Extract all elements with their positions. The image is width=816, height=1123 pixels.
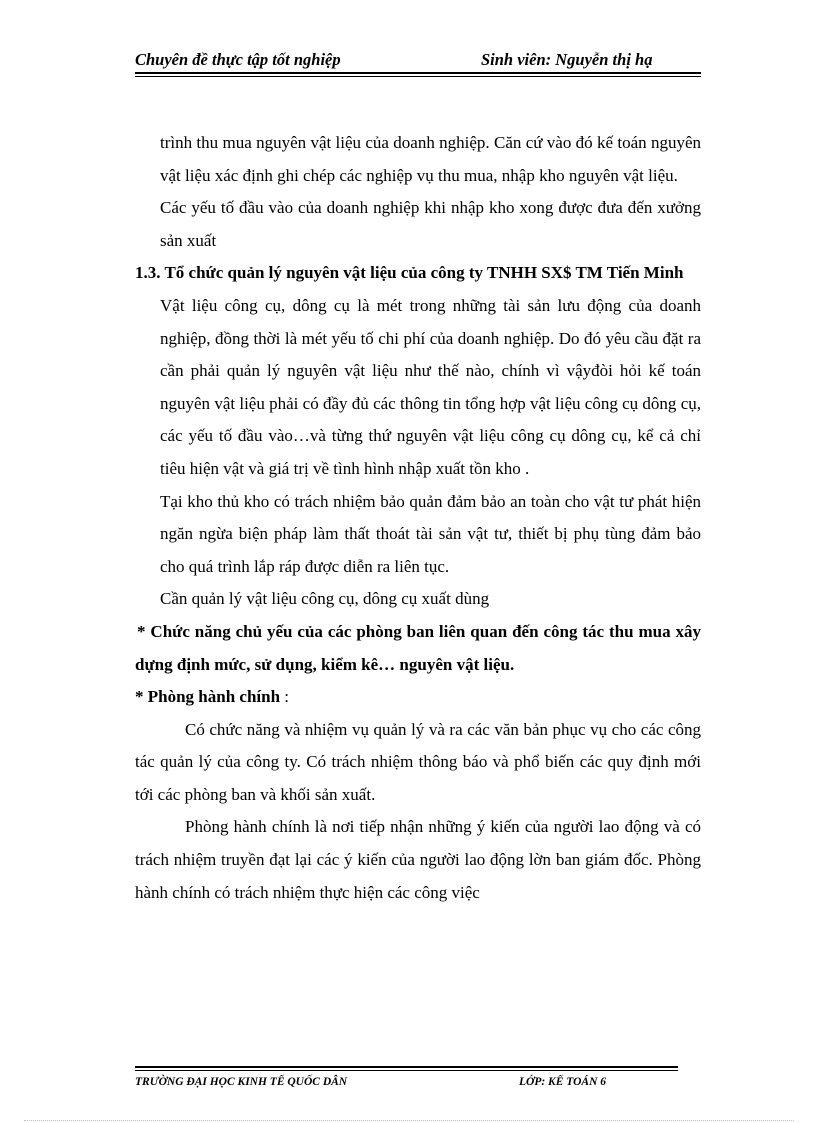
paragraph-admin-feedback: Phòng hành chính là nơi tiếp nhận những ý kiến của người lao động và có trách nhiệm truyền đạt lại các ý kiến của người lao động lờn ban giám đốc. Phòng hành chính có trách nhiệm thực hiện các công việc: [135, 817, 701, 902]
paragraph-materials: Vật liệu công cụ, dông cụ là mét trong những tài sản lưu động của doanh nghiệp, đồng thời là mét yếu tố chi phí của doanh nghiệp. Do đó yêu cầu đặt ra cần phải quản lý nguyên vật liệu như thế nào, chính vì vậyđòi hỏi kế toán nguyên vật liệu phải có đầy đủ các thông tin tổng hợp vật liệu công cụ dông cụ, các yếu tố đầu vào…và từng thứ nguyên vật liệu công cụ dông cụ, kể cả chỉ tiêu hiện vật và giá trị về tình hình nhập xuất tồn kho .: [160, 295, 701, 478]
header-author: Sinh viên: Nguyễn thị hạ: [481, 50, 653, 69]
header-title: Chuyên đề thực tập tốt nghiệp: [135, 50, 341, 69]
footer-rule-thin: [135, 1070, 678, 1071]
page-footer: [135, 1076, 678, 1094]
header-rule: [135, 72, 701, 74]
paragraph-purchasing: trình thu mua nguyên vật liệu của doanh nghiệp. Căn cứ vào đó kế toán nguyên vật liệu xác định ghi chép các nghiệp vụ thu mua, nhập kho nguyên vật liệu.: [160, 133, 701, 185]
header-rule-thin: [135, 76, 701, 77]
footer-class: LỚP: KẾ TOÁN 6: [519, 1076, 606, 1088]
heading-admin-colon: :: [280, 687, 290, 707]
document-body: [135, 127, 701, 909]
footer-rule: [135, 1066, 678, 1068]
heading-admin-label: * Phòng hành chính: [135, 687, 281, 707]
page-header: [135, 50, 701, 72]
section-heading-1-3: 1.3. Tổ chức quản lý nguyên vật liệu của công ty TNHH SX$ TM Tiến Minh: [135, 263, 684, 283]
page-edge-dotted-line: [24, 1120, 794, 1121]
footer-university: TRƯỜNG ĐẠI HỌC KINH TẾ QUỐC DÂN: [135, 1076, 348, 1088]
paragraph-inputs: Các yếu tố đầu vào của doanh nghiệp khi nhập kho xong được đưa đến xưởng sản xuất: [160, 198, 701, 250]
paragraph-admin-duties: Có chức năng và nhiệm vụ quản lý và ra các văn bản phục vụ cho các công tác quản lý của công ty. Có trách nhiệm thông báo và phổ biến các quy định mới tới các phòng ban và khối sản xuất.: [135, 719, 701, 804]
heading-admin-department: [135, 681, 701, 714]
paragraph-warehouse: Tại kho thủ kho có trách nhiệm bảo quản đảm bảo an toàn cho vật tư phát hiện ngăn ngừa biện pháp làm thất thoát tài sản vật tư, thiết bị phụ tùng đảm bảo cho quá trình lắp ráp được diễn ra liên tục.: [160, 491, 701, 576]
heading-department-functions: * Chức năng chủ yếu của các phòng ban liên quan đến công tác thu mua xây dựng định mức, sử dụng, kiểm kê… nguyên vật liệu.: [135, 621, 701, 674]
paragraph-tools: Cần quản lý vật liệu công cụ, dông cụ xuất dùng: [160, 589, 490, 609]
